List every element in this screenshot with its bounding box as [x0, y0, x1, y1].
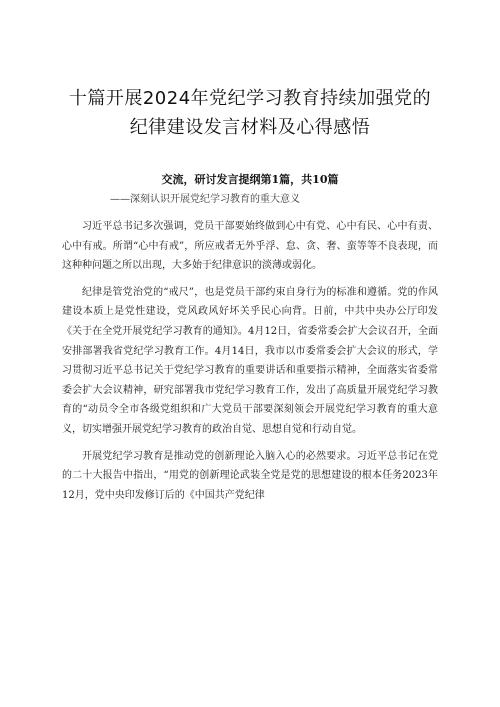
document-title	[62, 84, 438, 142]
document-title-line-2: 纪律建设发言材料及心得感悟	[129, 117, 371, 138]
body-paragraph-1: 习近平总书记多次强调，党员干部要始终做到心中有党、心中有民、心中有责、心中有戒。所谓“心中有戒”，所应戒者无外乎浮、怠、贪、奢、蛮等等不良表现，而这种种问题之所以出现，大多始于纪律意识的淡薄或弱化。	[62, 221, 438, 272]
document-subtitle: 交流，研讨发言提纲第1篇，共10篇	[161, 173, 339, 186]
body-paragraph-3: 开展党纪学习教育是推动党的创新理论入脑入心的必然要求。习近平总书记在党的二十大报告中指出，“用党的创新理论武装全党是党的思想建设的根本任务2023年12月，党中央印发修订后的《中国共产党纪律	[62, 450, 438, 501]
document-body	[62, 217, 438, 505]
document-title-line-1: 十篇开展2024年党纪学习教育持续加强党的	[68, 88, 432, 109]
document-section-heading: ——深刻认识开展党纪学习教育的重大意义	[110, 194, 300, 205]
body-paragraph-2: 纪律是管党治党的“戒尺”，也是党员干部约束自身行为的标准和遵循。党的作风建设本质上是党性建设，党风政风好坏关乎民心向背。日前，中共中央办公厅印发《关于在全党开展党纪学习教育的通知》。4月12日，省委常委会扩大会议召开，全面安排部署我省党纪学习教育工作。4月14日，我市以市委常委会扩大会议的形式，学习贯彻习近平总书记关于党纪学习教育的重要讲话和重要指示精神，全面落实省委常委会扩大会议精神，研究部署我市党纪学习教育工作，发出了高质量开展党纪学习教育的“动员令全市各级党组织和广大党员干部要深刻领会开展党纪学习教育的重大意义，切实增强开展党纪学习教育的政治自觉、思想自觉和行动自觉。	[62, 286, 438, 435]
